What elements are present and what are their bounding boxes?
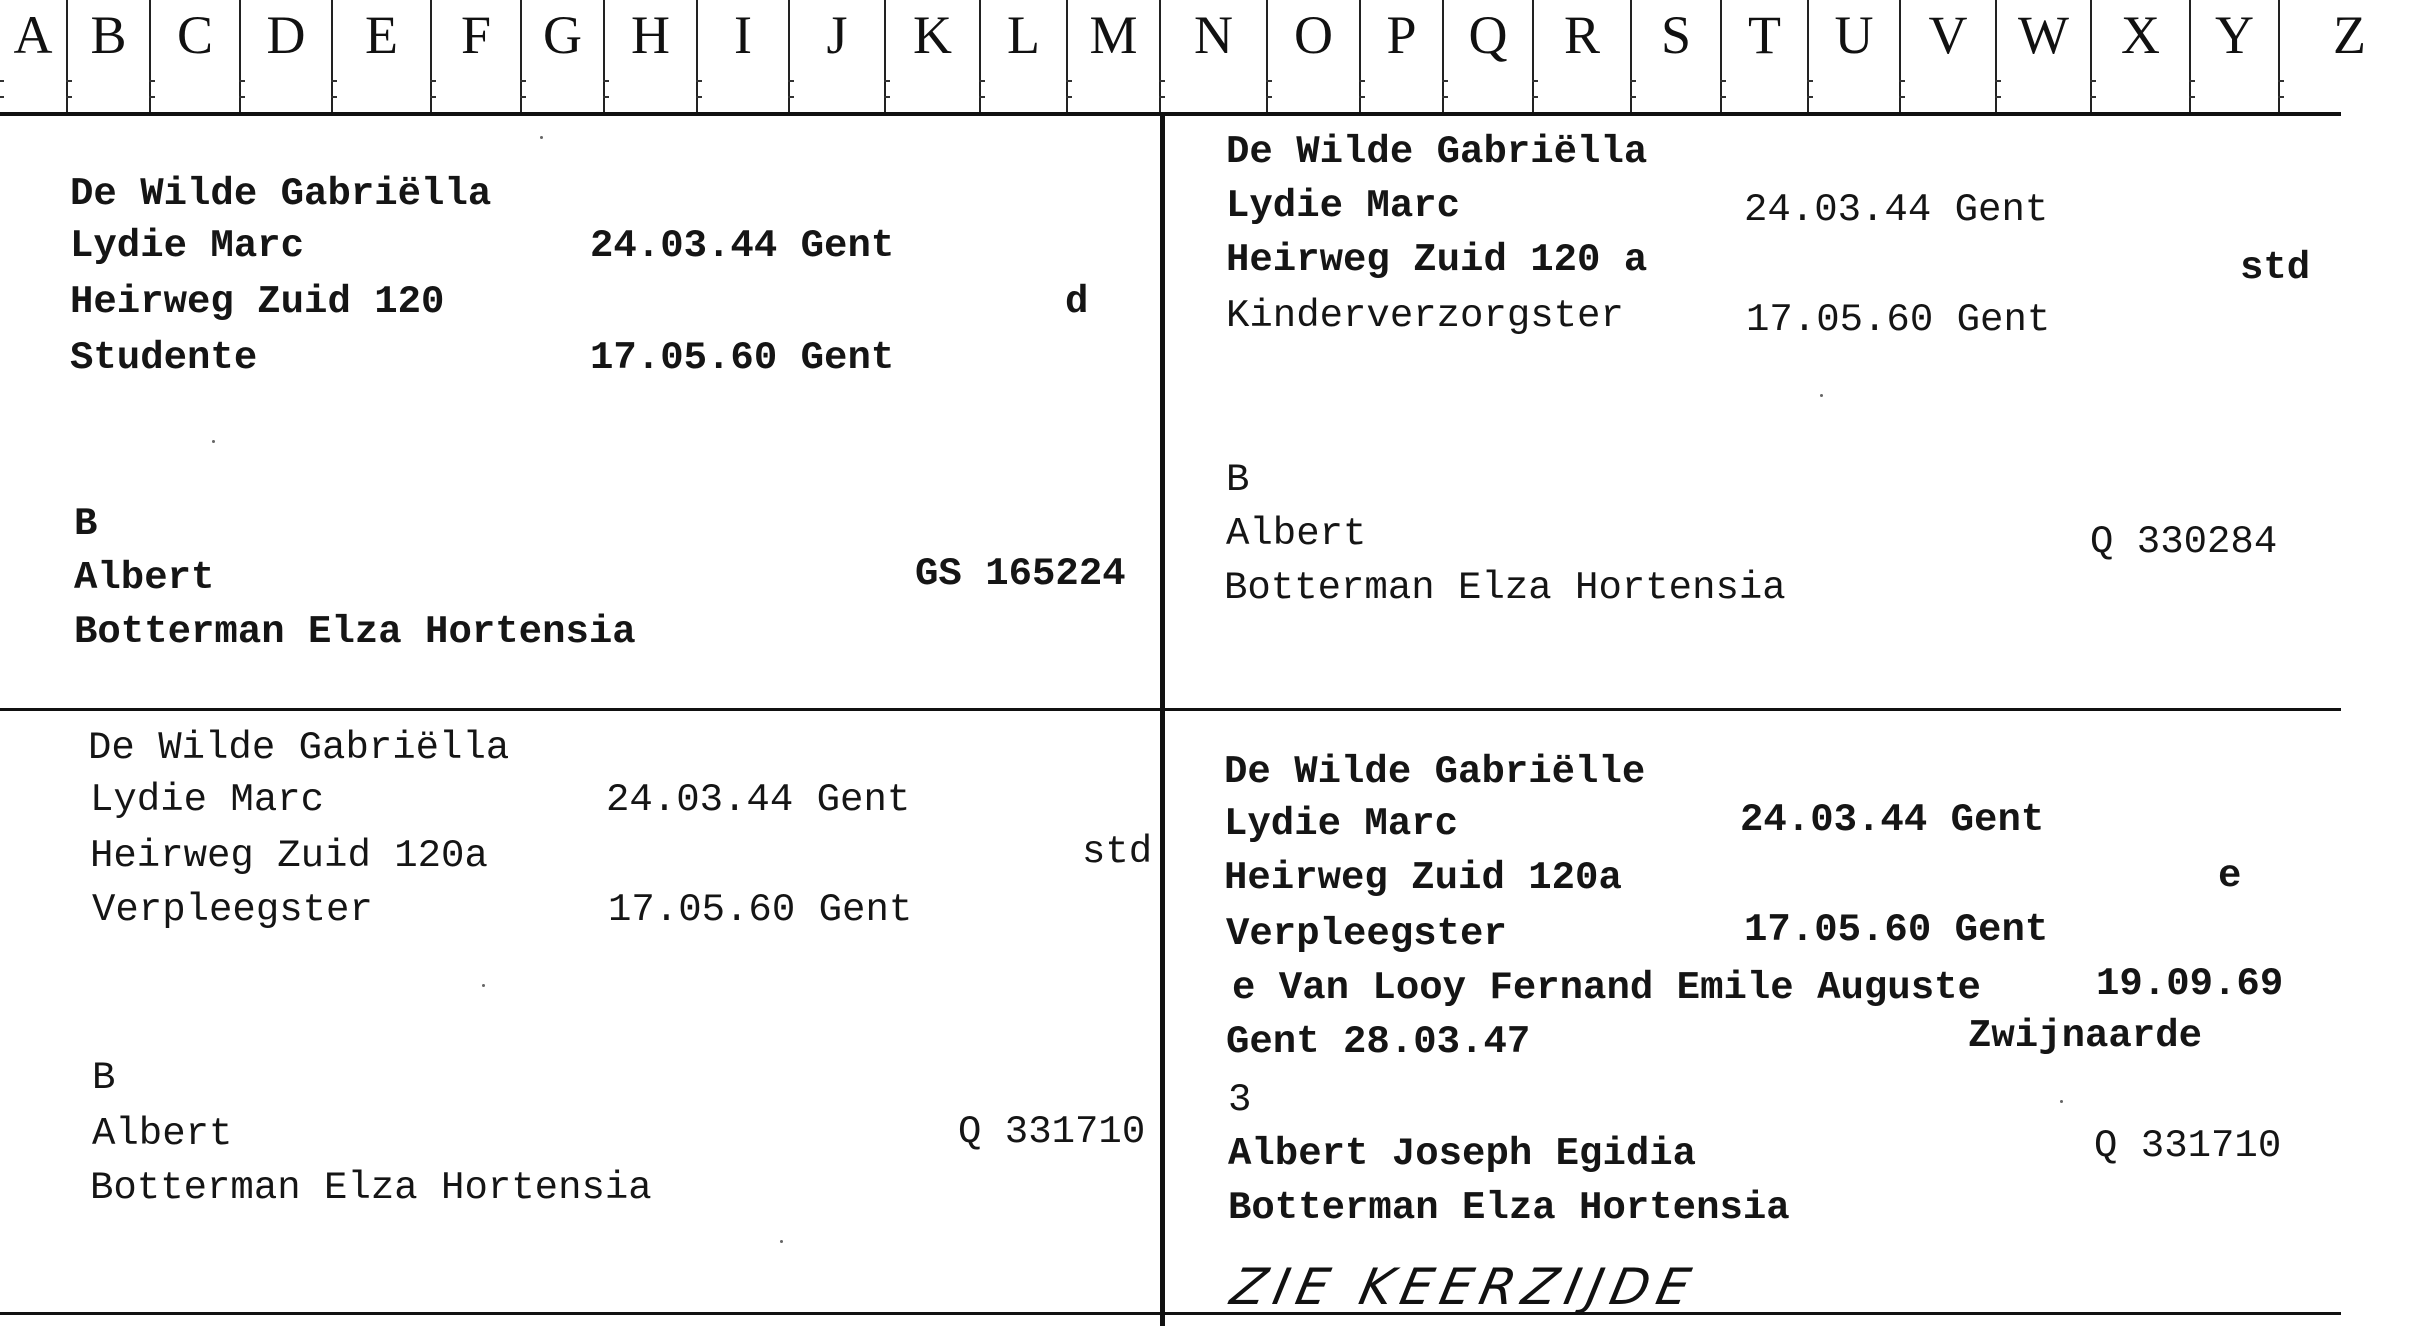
card-second-date: 17.05.60 Gent bbox=[590, 336, 895, 380]
card-parent-label: 3 bbox=[1228, 1078, 1252, 1122]
card-occupation: Kinderverzorgster bbox=[1226, 294, 1624, 338]
card-second-date: 17.05.60 Gent bbox=[608, 888, 913, 932]
index-letter-b bbox=[66, 0, 149, 112]
index-letter-label: M bbox=[1089, 5, 1138, 65]
index-letter-label: Z bbox=[2333, 5, 2366, 65]
index-letter-label: K bbox=[913, 5, 952, 65]
scale-tick bbox=[1066, 80, 1072, 82]
scale-tick bbox=[979, 96, 985, 98]
scale-tick bbox=[696, 80, 702, 82]
scale-tick bbox=[149, 96, 155, 98]
index-letter-g bbox=[520, 0, 603, 112]
index-letter-u bbox=[1807, 0, 1899, 112]
card-occupation: Studente bbox=[70, 336, 258, 380]
scale-tick bbox=[1359, 96, 1365, 98]
scale-tick bbox=[66, 80, 72, 82]
index-letter-label: I bbox=[734, 5, 752, 65]
scale-tick bbox=[696, 96, 702, 98]
card-marriage-place: Zwijnaarde bbox=[1968, 1014, 2203, 1058]
card-mother: Botterman Elza Hortensia bbox=[74, 610, 636, 654]
scale-tick bbox=[884, 96, 890, 98]
index-letter-p bbox=[1359, 0, 1442, 112]
index-letter-z bbox=[2278, 0, 2419, 112]
card-address: Heirweg Zuid 120 bbox=[70, 280, 445, 324]
index-letter-label: A bbox=[13, 5, 53, 65]
index-letter-w bbox=[1995, 0, 2090, 112]
scale-tick bbox=[1266, 96, 1272, 98]
scale-tick bbox=[1359, 80, 1365, 82]
card-occupation: Verpleegster bbox=[92, 888, 373, 932]
index-letter-c bbox=[149, 0, 239, 112]
scale-tick bbox=[1159, 96, 1165, 98]
scale-tick bbox=[884, 80, 890, 82]
card-code: e bbox=[2218, 854, 2242, 898]
index-letter-y bbox=[2189, 0, 2278, 112]
index-letter-e bbox=[331, 0, 430, 112]
scale-tick bbox=[2189, 80, 2195, 82]
index-letter-label: N bbox=[1194, 5, 1233, 65]
scale-tick bbox=[0, 80, 4, 82]
index-letter-label: Y bbox=[2215, 5, 2254, 65]
vertical-divider bbox=[1160, 112, 1165, 1326]
card-parent-label: B bbox=[74, 502, 98, 546]
scale-tick bbox=[430, 80, 436, 82]
index-letter-m bbox=[1066, 0, 1159, 112]
scan-speck bbox=[780, 1240, 783, 1243]
scale-tick bbox=[66, 96, 72, 98]
card-father: Albert bbox=[1226, 512, 1367, 556]
index-letter-label: P bbox=[1386, 5, 1417, 65]
card-mother: Botterman Elza Hortensia bbox=[1224, 566, 1786, 610]
card-address: Heirweg Zuid 120a bbox=[1224, 856, 1622, 900]
card-spouse: e Van Looy Fernand Emile Auguste bbox=[1232, 966, 1981, 1010]
scale-tick bbox=[1532, 80, 1538, 82]
scale-tick bbox=[1720, 80, 1726, 82]
scale-tick bbox=[1899, 96, 1905, 98]
card-second-date: 17.05.60 Gent bbox=[1744, 908, 2049, 952]
card-address: Heirweg Zuid 120 a bbox=[1226, 238, 1648, 282]
card-name: De Wilde Gabriëlla bbox=[88, 726, 510, 770]
index-letter-label: L bbox=[1007, 5, 1040, 65]
index-letter-label: Q bbox=[1468, 5, 1508, 65]
index-letter-label: R bbox=[1563, 5, 1601, 65]
scale-tick bbox=[1807, 96, 1813, 98]
scale-tick bbox=[2278, 80, 2284, 82]
scale-tick bbox=[2189, 96, 2195, 98]
card-name: De Wilde Gabriëlla bbox=[1226, 130, 1648, 174]
index-letter-label: H bbox=[631, 5, 670, 65]
index-letter-x bbox=[2090, 0, 2189, 112]
card-birth-date: 24.03.44 Gent bbox=[1740, 798, 2045, 842]
card-code: std bbox=[1082, 830, 1153, 874]
scale-tick bbox=[603, 80, 609, 82]
scale-tick bbox=[788, 80, 794, 82]
index-letter-l bbox=[979, 0, 1066, 112]
index-letter-d bbox=[239, 0, 331, 112]
index-letter-label: V bbox=[1928, 5, 1968, 65]
scale-tick bbox=[239, 80, 245, 82]
scan-speck bbox=[482, 984, 485, 987]
index-letter-label: D bbox=[266, 5, 306, 65]
card-reference: Q 331710 bbox=[2094, 1124, 2282, 1168]
scale-tick bbox=[1995, 80, 2001, 82]
index-letter-label: G bbox=[543, 5, 582, 65]
scale-tick bbox=[0, 96, 4, 98]
card-code: d bbox=[1065, 280, 1089, 324]
scale-tick bbox=[2090, 96, 2096, 98]
card-reference: Q 330284 bbox=[2090, 520, 2278, 564]
scale-tick bbox=[520, 96, 526, 98]
alphabet-index-strip bbox=[0, 0, 2366, 116]
index-letter-s bbox=[1630, 0, 1720, 112]
scale-tick bbox=[520, 80, 526, 82]
index-letter-v bbox=[1899, 0, 1995, 112]
card-mother: Botterman Elza Hortensia bbox=[90, 1166, 652, 1210]
card-given-names: Lydie Marc bbox=[1224, 802, 1459, 846]
card-birth-date: 24.03.44 Gent bbox=[1744, 188, 2049, 232]
index-letter-r bbox=[1532, 0, 1630, 112]
card-occupation: Verpleegster bbox=[1226, 912, 1507, 956]
scale-tick bbox=[788, 96, 794, 98]
index-letter-label: W bbox=[2018, 5, 2069, 65]
index-letter-label: E bbox=[365, 5, 398, 65]
scale-tick bbox=[1266, 80, 1272, 82]
index-letter-label: O bbox=[1294, 5, 1333, 65]
card-given-names: Lydie Marc bbox=[90, 778, 325, 822]
index-letter-j bbox=[788, 0, 884, 112]
index-letter-o bbox=[1266, 0, 1359, 112]
index-letter-label: U bbox=[1834, 5, 1874, 65]
scan-speck bbox=[540, 136, 543, 139]
index-letter-a bbox=[0, 0, 66, 112]
card-code: std bbox=[2240, 246, 2311, 290]
scale-tick bbox=[1159, 80, 1165, 82]
scale-tick bbox=[1995, 96, 2001, 98]
card-birth-date: 24.03.44 Gent bbox=[590, 224, 895, 268]
bottom-divider bbox=[0, 1312, 2341, 1315]
index-letter-h bbox=[603, 0, 696, 112]
card-name: De Wilde Gabriëlle bbox=[1224, 750, 1646, 794]
index-letter-label: B bbox=[90, 5, 127, 65]
scale-tick bbox=[1807, 80, 1813, 82]
card-parent-label: B bbox=[1226, 458, 1250, 502]
scale-tick bbox=[979, 80, 985, 82]
scale-tick bbox=[1899, 80, 1905, 82]
card-reference: Q 331710 bbox=[958, 1110, 1146, 1154]
card-birth-date: 24.03.44 Gent bbox=[606, 778, 911, 822]
index-letter-i bbox=[696, 0, 788, 112]
scale-tick bbox=[1720, 96, 1726, 98]
card-mother: Botterman Elza Hortensia bbox=[1228, 1186, 1790, 1230]
scale-tick bbox=[2090, 80, 2096, 82]
index-letter-q bbox=[1442, 0, 1532, 112]
card-parent-label: B bbox=[92, 1056, 116, 1100]
card-father: Albert bbox=[92, 1112, 233, 1156]
index-letter-label: S bbox=[1660, 5, 1692, 65]
card-name: De Wilde Gabriëlla bbox=[70, 172, 492, 216]
scale-tick bbox=[149, 80, 155, 82]
card-father: Albert bbox=[74, 556, 215, 600]
index-letter-label: J bbox=[826, 5, 848, 65]
scale-tick bbox=[1532, 96, 1538, 98]
scale-tick bbox=[331, 80, 337, 82]
index-letter-k bbox=[884, 0, 979, 112]
scale-tick bbox=[1442, 80, 1448, 82]
scale-tick bbox=[331, 96, 337, 98]
card-marriage-date: 19.09.69 bbox=[2096, 962, 2284, 1006]
index-letter-n bbox=[1159, 0, 1266, 112]
scale-tick bbox=[430, 96, 436, 98]
scale-tick bbox=[239, 96, 245, 98]
card-given-names: Lydie Marc bbox=[1226, 184, 1461, 228]
index-letter-label: T bbox=[1748, 5, 1781, 65]
card-father: Albert Joseph Egidia bbox=[1228, 1132, 1697, 1176]
scale-tick bbox=[2278, 96, 2284, 98]
scale-tick bbox=[603, 96, 609, 98]
card-given-names: Lydie Marc bbox=[70, 224, 305, 268]
index-letter-f bbox=[430, 0, 520, 112]
scale-tick bbox=[1442, 96, 1448, 98]
scale-tick bbox=[1630, 96, 1636, 98]
card-second-date: 17.05.60 Gent bbox=[1746, 298, 2051, 342]
scale-tick bbox=[1066, 96, 1072, 98]
card-spouse-birth: Gent 28.03.47 bbox=[1226, 1020, 1531, 1064]
index-letter-label: F bbox=[460, 5, 492, 65]
index-letter-t bbox=[1720, 0, 1807, 112]
scan-speck bbox=[1820, 394, 1823, 397]
index-letter-label: X bbox=[2121, 5, 2160, 65]
card-address: Heirweg Zuid 120a bbox=[90, 834, 488, 878]
scan-speck bbox=[212, 440, 215, 443]
card-reference: GS 165224 bbox=[915, 552, 1126, 596]
index-letter-label: C bbox=[176, 5, 214, 65]
scan-speck bbox=[2060, 1100, 2063, 1103]
handwritten-note: ZIE KEERZIJDE bbox=[1225, 1258, 1704, 1316]
scale-tick bbox=[1630, 80, 1636, 82]
horizontal-divider bbox=[0, 708, 2341, 711]
